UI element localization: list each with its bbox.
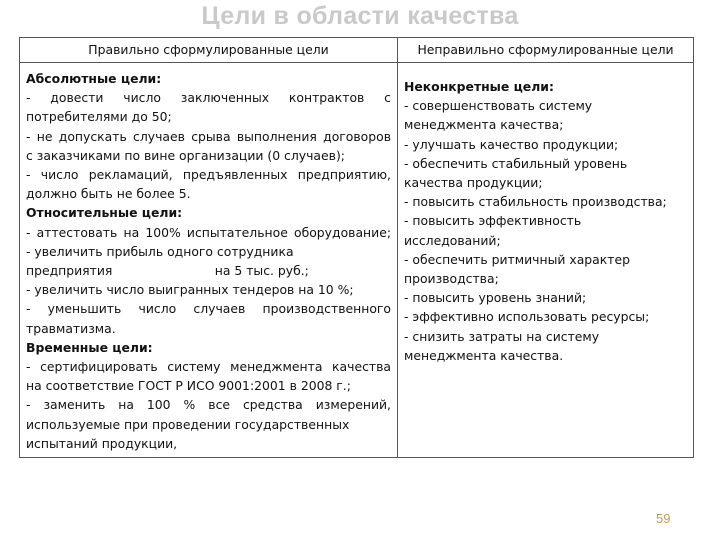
header-row bbox=[20, 38, 694, 63]
goal-line: потребителями до 50; bbox=[26, 109, 172, 125]
goal-line: - повысить стабильность производства; bbox=[404, 194, 667, 210]
goal-line: - снизить затраты на систему bbox=[404, 328, 600, 344]
goal-line: с заказчиками по вине организации (0 случаев); bbox=[26, 147, 345, 163]
content-row bbox=[20, 63, 694, 458]
correct-goals-cell bbox=[20, 63, 398, 458]
goal-line: менеджмента качества. bbox=[404, 347, 564, 363]
goal-category-heading: Относительные цели: bbox=[26, 205, 183, 221]
goal-category-heading: Абсолютные цели: bbox=[26, 71, 162, 86]
goal-category-heading: Неконкретные цели: bbox=[404, 79, 554, 94]
goal-line: на соответствие ГОСТ Р ИСО 9001:2001 в 2008 г.; bbox=[26, 378, 351, 394]
goal-line: - обеспечить ритмичный характер bbox=[404, 251, 630, 267]
goal-line: - сертифицировать систему менеджмента качества bbox=[26, 359, 391, 375]
goal-line: производства; bbox=[404, 271, 499, 287]
goal-line: - совершенствовать систему bbox=[404, 98, 593, 114]
goal-line: - повысить уровень знаний; bbox=[404, 290, 587, 306]
goal-line: - уменьшить число случаев производственного bbox=[26, 301, 391, 317]
header-correct-goals: Правильно сформулированные цели bbox=[20, 38, 398, 63]
goal-line: используемые при проведении государственных bbox=[26, 416, 350, 432]
goal-line: менеджмента качества; bbox=[404, 117, 564, 133]
goal-line: - повысить эффективность bbox=[404, 213, 582, 229]
goals-table bbox=[19, 37, 694, 458]
goal-line: - обеспечить стабильный уровень bbox=[404, 155, 628, 171]
goal-line: - заменить на 100 % все средства измерений, bbox=[26, 397, 391, 413]
goal-line: предприятия на 5 тыс. руб.; bbox=[26, 263, 309, 279]
goal-line: исследований; bbox=[404, 232, 501, 248]
goal-category-heading: Временные цели: bbox=[26, 339, 153, 355]
page-number: 59 bbox=[656, 511, 671, 526]
goal-line: - увеличить число выигранных тендеров на 10 %; bbox=[26, 282, 354, 298]
incorrect-goals-cell bbox=[398, 63, 694, 458]
goal-line: травматизма. bbox=[26, 320, 116, 336]
slide-title: Цели в области качества bbox=[201, 2, 519, 30]
goal-line: качества продукции; bbox=[404, 175, 543, 191]
goal-line: - увеличить прибыль одного сотрудника bbox=[26, 243, 294, 259]
goal-line: - не допускать случаев срыва выполнения договоров bbox=[26, 128, 391, 144]
goal-line: - эффективно использовать ресурсы; bbox=[404, 309, 650, 325]
goal-line: - число рекламаций, предъявленных предприятию, bbox=[26, 167, 391, 183]
goal-line: испытаний продукции, bbox=[26, 435, 178, 451]
goal-line: - улучшать качество продукции; bbox=[404, 136, 619, 152]
header-incorrect-goals: Неправильно сформулированные цели bbox=[398, 38, 694, 63]
goal-line: - довести число заключенных контрактов с bbox=[26, 90, 391, 106]
goal-line: - аттестовать на 100% испытательное оборудование; bbox=[26, 224, 391, 240]
goal-line: должно быть не более 5. bbox=[26, 186, 191, 202]
